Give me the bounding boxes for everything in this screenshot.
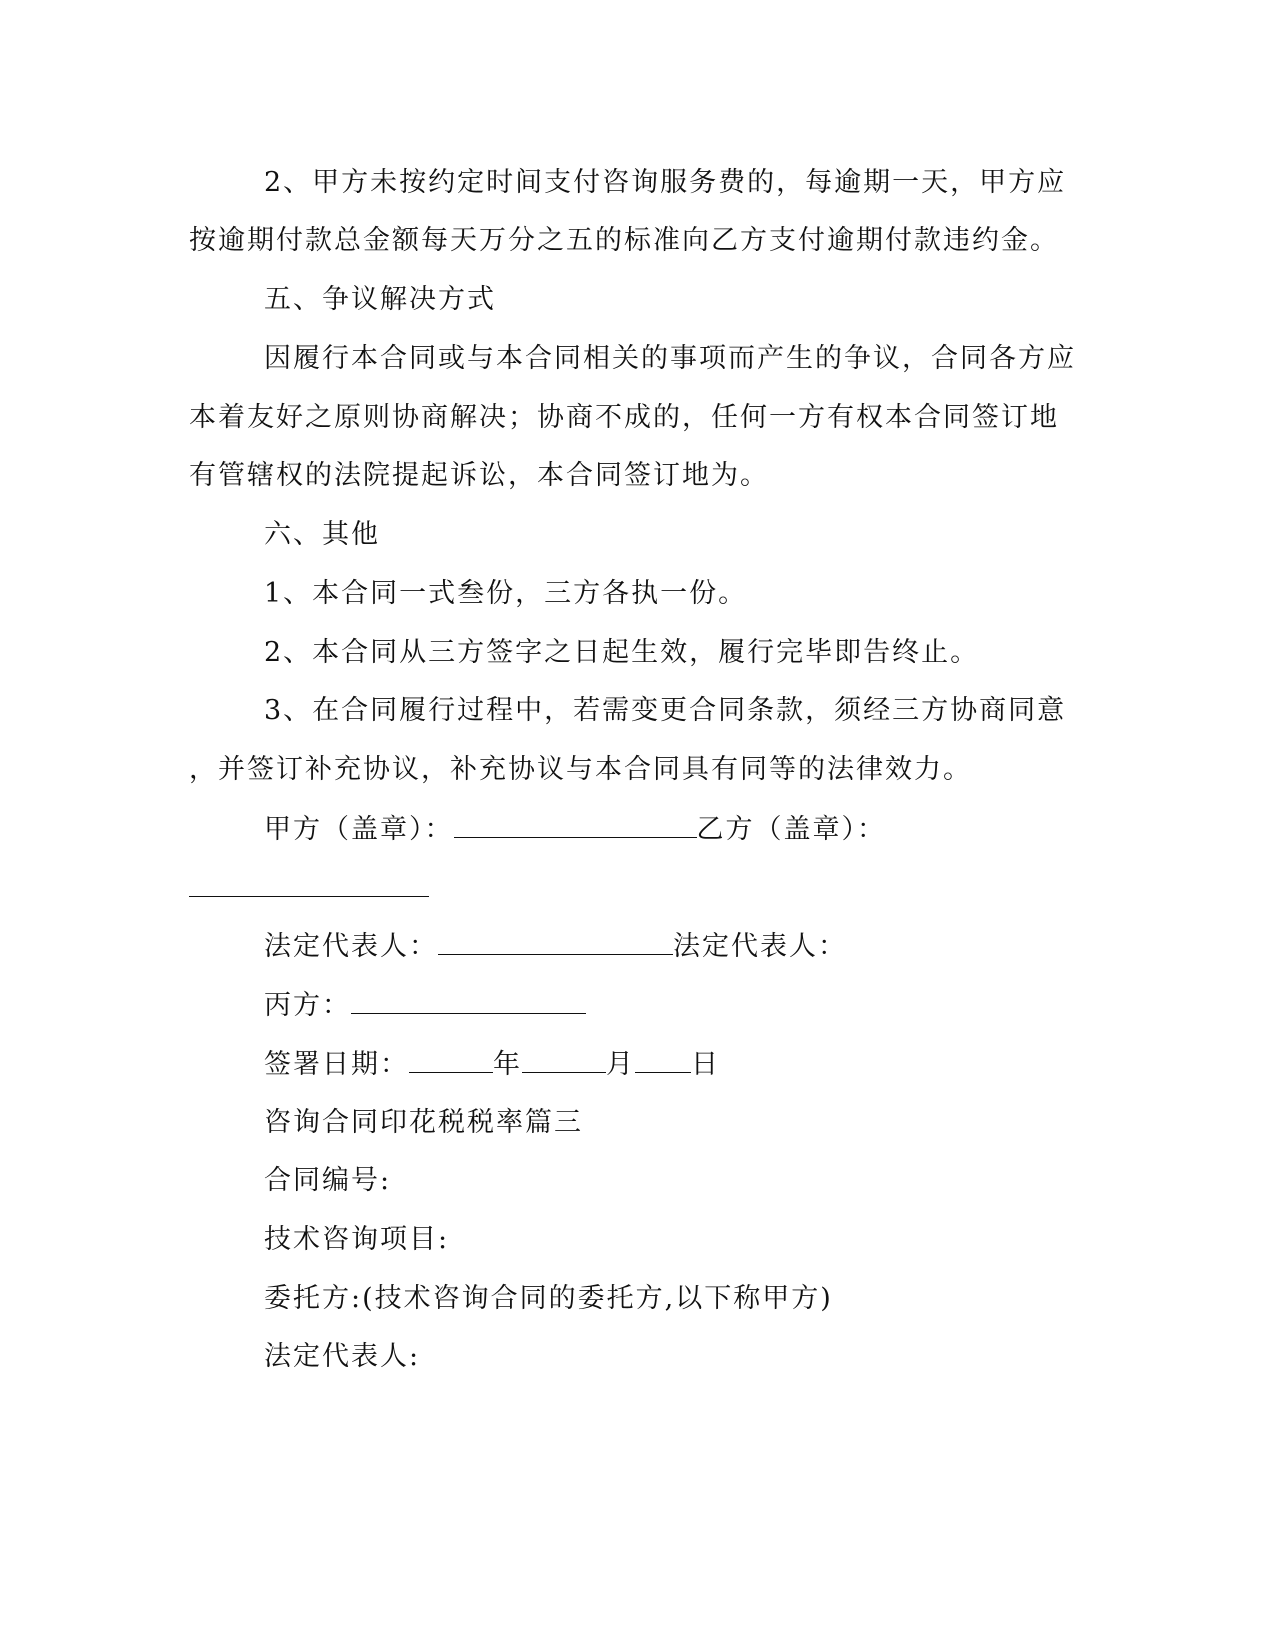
section-6-heading: 六、其他: [264, 519, 380, 550]
other-clause-3-line-2: ，并签订补充协议，补充协议与本合同具有同等的法律效力。: [189, 754, 972, 785]
section-5-heading: 五、争议解决方式: [264, 284, 496, 315]
year-label: 年: [493, 1049, 522, 1080]
contract-number-label: 合同编号:: [264, 1165, 392, 1196]
other-clause-3-line-1: 3、在合同履行过程中，若需变更合同条款，须经三方协商同意: [264, 695, 1067, 726]
dispute-paragraph-line-3: 有管辖权的法院提起诉讼，本合同签订地为。: [189, 460, 769, 491]
section-title-part-3: 咨询合同印花税税率篇三: [264, 1107, 583, 1138]
representative-a-blank: [438, 926, 673, 955]
month-blank: [522, 1044, 606, 1073]
representative-line: [264, 926, 847, 967]
other-clause-1: 1、本合同一式叁份，三方各执一份。: [264, 578, 748, 609]
day-label: 日: [691, 1049, 720, 1080]
clause-4-2-line-2: 按逾期付款总金额每天万分之五的标准向乙方支付逾期付款违约金。: [189, 225, 1059, 256]
year-blank: [409, 1044, 493, 1073]
representative-a-label: 法定代表人：: [264, 931, 438, 962]
client-label: 委托方:(技术咨询合同的委托方,以下称甲方): [264, 1283, 833, 1314]
party-c-blank: [351, 985, 586, 1014]
clause-4-2-line-1: 2、甲方未按约定时间支付咨询服务费的，每逾期一天，甲方应: [264, 167, 1067, 198]
dispute-paragraph-line-2: 本着友好之原则协商解决；协商不成的，任何一方有权本合同签订地: [189, 402, 1059, 433]
party-c-line: [264, 985, 586, 1026]
day-blank: [635, 1044, 691, 1073]
sign-date-label: 签署日期：: [264, 1049, 409, 1080]
party-a-seal-blank: [454, 809, 697, 838]
party-b-seal-blank: [189, 868, 429, 897]
party-b-seal-label: 乙方（盖章）：: [696, 814, 886, 845]
sign-date-line: [264, 1044, 720, 1085]
representative-b-label: 法定代表人：: [673, 931, 847, 962]
dispute-paragraph-line-1: 因履行本合同或与本合同相关的事项而产生的争议，合同各方应: [264, 343, 1076, 374]
legal-representative-label: 法定代表人:: [264, 1341, 421, 1372]
month-label: 月: [606, 1049, 635, 1080]
other-clause-2: 2、本合同从三方签字之日起生效，履行完毕即告终止。: [264, 637, 980, 668]
party-a-seal-label: 甲方（盖章）：: [264, 814, 454, 845]
party-c-label: 丙方：: [264, 990, 351, 1021]
consulting-project-label: 技术咨询项目:: [264, 1224, 450, 1255]
signature-line-a-b: [264, 809, 886, 850]
party-b-seal-blank-line: [189, 868, 429, 909]
